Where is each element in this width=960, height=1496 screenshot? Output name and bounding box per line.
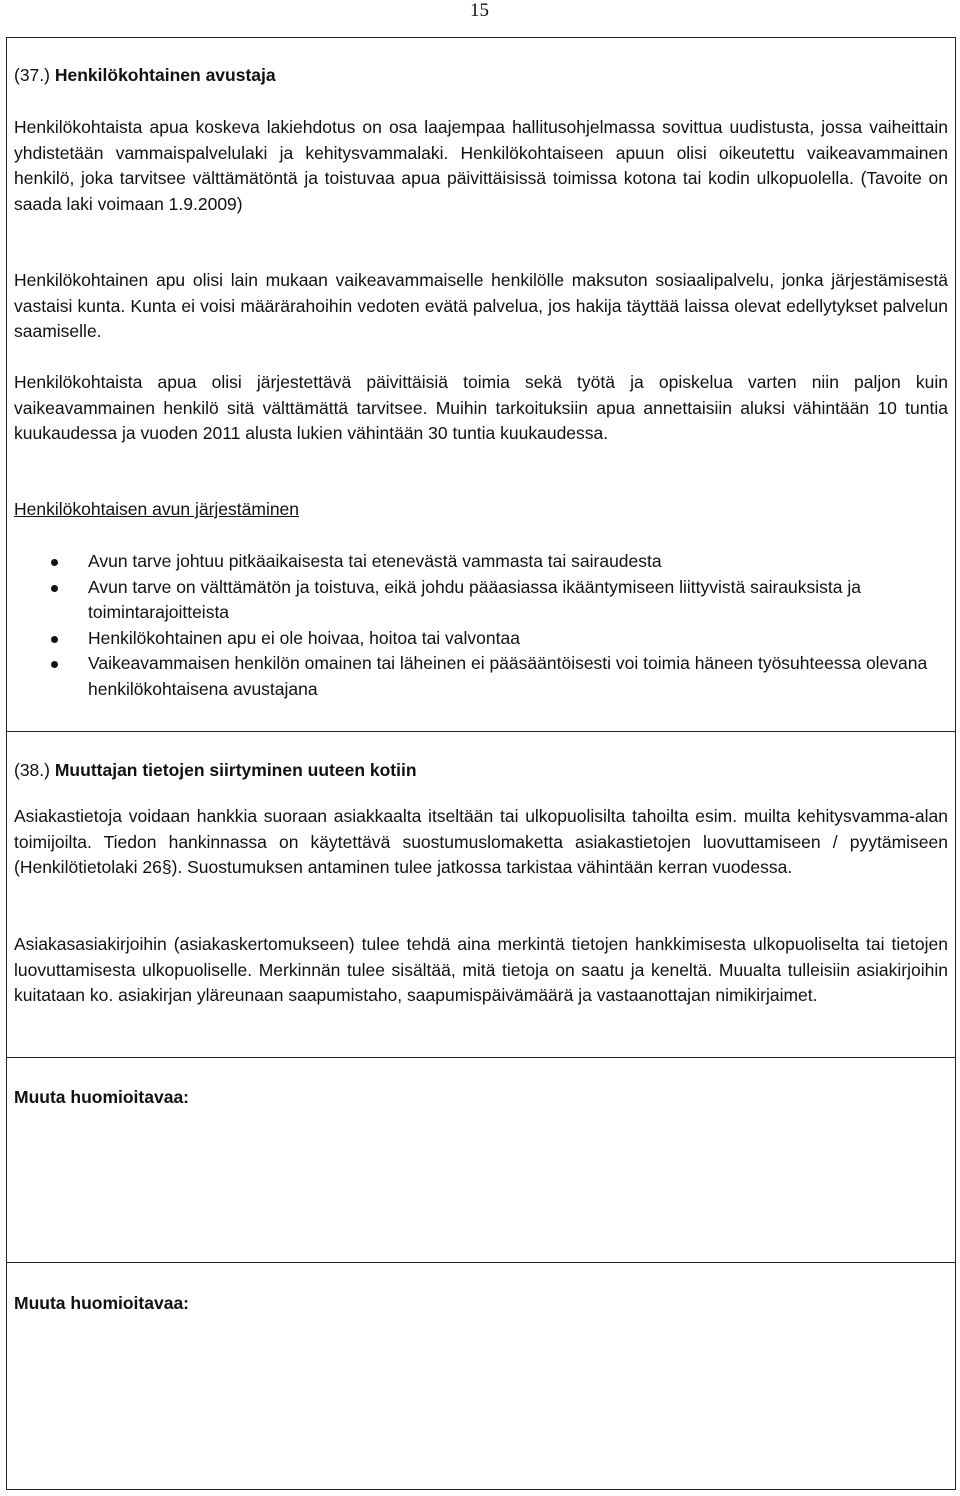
section-37-heading — [14, 63, 948, 89]
bullet-icon — [51, 559, 58, 566]
bullet-icon — [51, 585, 58, 592]
paragraph: Henkilökohtainen apu olisi lain mukaan vaikeavammaiselle henkilölle maksuton sosiaalipalvelu, jonka järjestämisestä vastaisi kunta. Kunta ei voisi määrärahoihin vedoten evätä palvelua, jos hakija täyttää laissa olevat edellytykset palvelun saamiselle. — [14, 270, 948, 341]
list-item: Henkilökohtainen apu ei ole hoivaa, hoitoa tai valvontaa — [14, 626, 948, 652]
list-item: Avun tarve johtuu pitkäaikaisesta tai etenevästä vammasta tai sairaudesta — [14, 549, 948, 575]
notes-label: Muuta huomioitavaa: — [14, 1087, 190, 1107]
section-title: Henkilökohtainen avustaja — [54, 65, 276, 85]
section-37-paragraph-1 — [14, 115, 948, 217]
page-number: 15 — [470, 0, 489, 21]
subheading: Henkilökohtaisen avun järjestäminen — [14, 499, 300, 519]
section-number: (38.) — [14, 760, 50, 780]
section-divider — [6, 731, 956, 732]
section-number: (37.) — [14, 65, 50, 85]
section-38-heading — [14, 758, 948, 784]
section-divider — [6, 1057, 956, 1058]
paragraph: Asiakastietoja voidaan hankkia suoraan asiakkaalta itseltään tai ulkopuolisilta tahoilta esim. muilta kehitysvamma-alan toimijoilta. Tiedon hankinnassa on käytettävä suostumuslomaketta asiakastietojen luovuttamiseen / pyytämiseen (Henkilötietolaki 26§). Suostumuksen antaminen tulee jatkossa tarkistaa vähintään kerran vuodessa. — [14, 806, 948, 877]
section-37-subheading — [14, 497, 948, 523]
section-divider — [6, 1262, 956, 1263]
paragraph: Henkilökohtaista apua koskeva lakiehdotus on osa laajempaa hallitusohjelmassa sovittua uudistusta, jossa vaiheittain yhdistetään vammaispalvelulaki ja kehitysvammalaki. Henkilökohtaiseen apuun olisi oikeutettu vaikeavammainen henkilö, joka tarvitsee välttämätöntä ja toistuvaa apua päivittäisissä toimissa kotona tai kodin ulkopuolella. (Tavoite on saada laki voimaan 1.9.2009) — [14, 117, 948, 214]
bullet-icon — [51, 661, 58, 668]
requirements-list — [14, 549, 948, 702]
section-title: Muuttajan tietojen siirtyminen uuteen kotiin — [54, 760, 417, 780]
bullet-icon — [51, 636, 58, 643]
notes-label: Muuta huomioitavaa: — [14, 1293, 190, 1313]
section-37-paragraph-3 — [14, 370, 948, 447]
section-38-paragraph-2 — [14, 932, 948, 1009]
section-38-paragraph-1 — [14, 804, 948, 881]
list-item: Avun tarve on välttämätön ja toistuva, eikä johdu pääasiassa ikääntymiseen liittyvistä sairauksista ja toimintarajoitteista — [14, 575, 948, 626]
section-37-paragraph-2 — [14, 268, 948, 345]
paragraph: Henkilökohtaista apua olisi järjestettävä päivittäisiä toimia sekä työtä ja opiskelua varten niin paljon kuin vaikeavammainen henkilö sitä välttämättä tarvitsee. Muihin tarkoituksiin apua annettaisiin aluksi vähintään 10 tuntia kuukaudessa ja vuoden 2011 alusta lukien vähintään 30 tuntia kuukaudessa. — [14, 372, 948, 443]
list-item: Vaikeavammaisen henkilön omainen tai läheinen ei pääsääntöisesti voi toimia häneen työsuhteessa olevana henkilökohtaisena avustajana — [14, 651, 948, 702]
paragraph: Asiakasasiakirjoihin (asiakaskertomukseen) tulee tehdä aina merkintä tietojen hankkimisesta ulkopuoliselta tai tietojen luovuttamisesta ulkopuoliselle. Merkinnän tulee sisältää, mitä tietoja on saatu ja keneltä. Muualta tulleisiin asiakirjoihin kuitataan ko. asiakirjan yläreunaan saapumistaho, saapumispäivämäärä ja vastaanottajan nimikirjaimet. — [14, 934, 948, 1005]
